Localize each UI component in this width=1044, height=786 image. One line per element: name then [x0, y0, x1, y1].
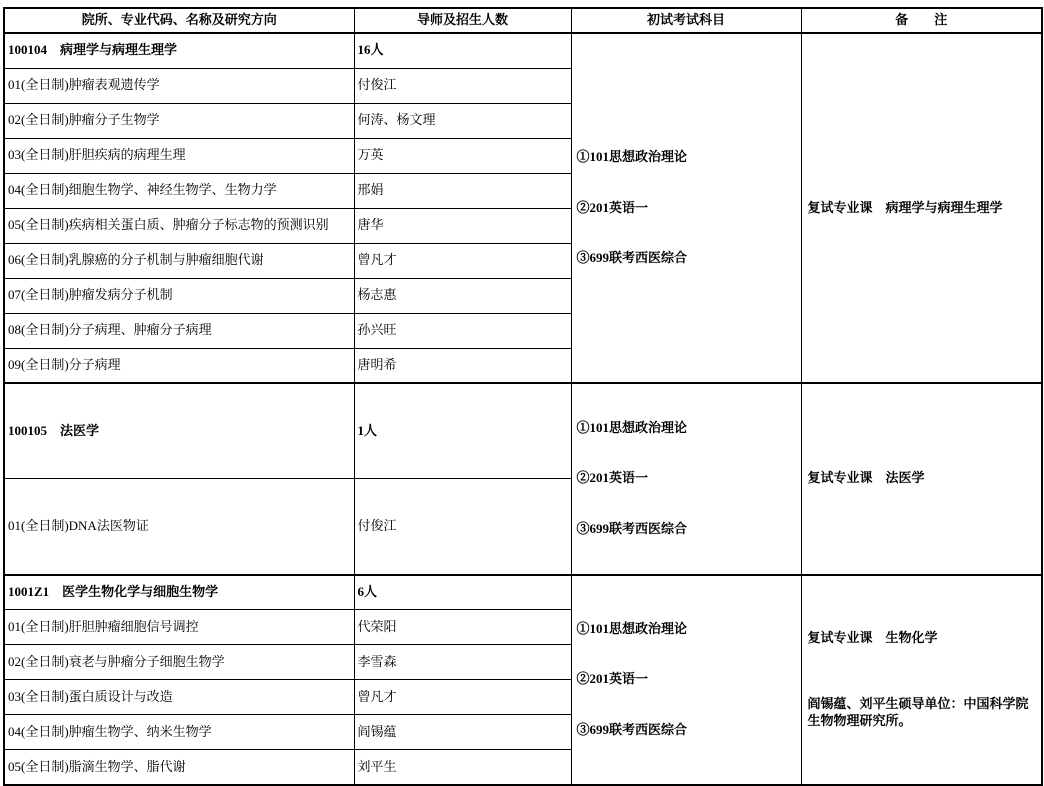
program-cell: 100105 法医学: [4, 383, 354, 479]
remark-text: 复试专业课 生物化学: [807, 629, 938, 645]
direction-cell: 04(全日制)肿瘤生物学、纳米生物学: [4, 715, 354, 750]
advisor-cell: 邢娟: [354, 173, 571, 208]
advisor-cell: 唐华: [354, 208, 571, 243]
remark-text: 复试专业课 法医学: [807, 470, 925, 486]
advisor-cell: 李雪森: [354, 645, 571, 680]
col-header-advisor: 导师及招生人数: [354, 8, 571, 33]
program-row: [4, 383, 1042, 479]
direction-cell: 01(全日制)肿瘤表观遗传学: [4, 68, 354, 103]
program-row: [4, 33, 1042, 68]
direction-cell: 05(全日制)疾病相关蛋白质、肿瘤分子标志物的预测识别: [4, 208, 354, 243]
direction-cell: 07(全日制)肿瘤发病分子机制: [4, 278, 354, 313]
direction-cell: 06(全日制)乳腺癌的分子机制与肿瘤细胞代谢: [4, 243, 354, 278]
col-header-remark: 备 注: [801, 8, 1042, 33]
exam-subject-1: ①101思想政治理论: [576, 419, 688, 435]
exam-subject-3: ③699联考西医综合: [576, 521, 688, 537]
direction-cell: 08(全日制)分子病理、肿瘤分子病理: [4, 313, 354, 348]
advisor-cell: 杨志惠: [354, 278, 571, 313]
advisor-cell: 何涛、杨文理: [354, 103, 571, 138]
quota-cell: 1人: [354, 383, 571, 479]
advisor-cell: 孙兴旺: [354, 313, 571, 348]
advisor-cell: 阎锡蕴: [354, 715, 571, 750]
exam-cell: [571, 383, 801, 575]
direction-cell: 09(全日制)分子病理: [4, 348, 354, 383]
remark-text: 复试专业课 病理学与病理生理学: [807, 199, 1003, 215]
direction-cell: 02(全日制)肿瘤分子生物学: [4, 103, 354, 138]
exam-cell: [571, 575, 801, 785]
program-cell: 100104 病理学与病理生理学: [4, 33, 354, 68]
col-header-program: 院所、专业代码、名称及研究方向: [4, 8, 354, 33]
quota-cell: 16人: [354, 33, 571, 68]
advisor-cell: 代荣阳: [354, 610, 571, 645]
direction-cell: 02(全日制)衰老与肿瘤分子细胞生物学: [4, 645, 354, 680]
advisor-cell: 万英: [354, 138, 571, 173]
exam-subject-1: ①101思想政治理论: [576, 620, 688, 636]
advisor-cell: 付俊江: [354, 479, 571, 575]
remark-cell: [801, 383, 1042, 575]
advisor-cell: 付俊江: [354, 68, 571, 103]
direction-cell: 05(全日制)脂滴生物学、脂代谢: [4, 750, 354, 785]
remark-cell: [801, 33, 1042, 383]
direction-cell: 03(全日制)蛋白质设计与改造: [4, 680, 354, 715]
remark-cell: [801, 575, 1042, 785]
advisor-cell: 唐明希: [354, 348, 571, 383]
exam-subject-2: ②201英语一: [576, 470, 649, 486]
program-row: [4, 575, 1042, 610]
advisor-cell: 曾凡才: [354, 243, 571, 278]
direction-cell: 04(全日制)细胞生物学、神经生物学、生物力学: [4, 173, 354, 208]
exam-subject-1: ①101思想政治理论: [576, 148, 688, 164]
admissions-table: [3, 7, 1043, 786]
exam-subject-3: ③699联考西医综合: [576, 250, 688, 266]
exam-subject-2: ②201英语一: [576, 671, 649, 687]
exam-subject-2: ②201英语一: [576, 199, 649, 215]
table-header-row: [4, 8, 1042, 33]
remark-note: 阎锡蕴、刘平生硕导单位：中国科学院生物物理研究所。: [807, 696, 1029, 729]
direction-cell: 03(全日制)肝胆疾病的病理生理: [4, 138, 354, 173]
program-cell: 1001Z1 医学生物化学与细胞生物学: [4, 575, 354, 610]
quota-cell: 6人: [354, 575, 571, 610]
col-header-exam: 初试考试科目: [571, 8, 801, 33]
direction-cell: 01(全日制)DNA法医物证: [4, 479, 354, 575]
advisor-cell: 刘平生: [354, 750, 571, 785]
advisor-cell: 曾凡才: [354, 680, 571, 715]
exam-subject-3: ③699联考西医综合: [576, 722, 688, 738]
direction-cell: 01(全日制)肝胆肿瘤细胞信号调控: [4, 610, 354, 645]
exam-cell: [571, 33, 801, 383]
